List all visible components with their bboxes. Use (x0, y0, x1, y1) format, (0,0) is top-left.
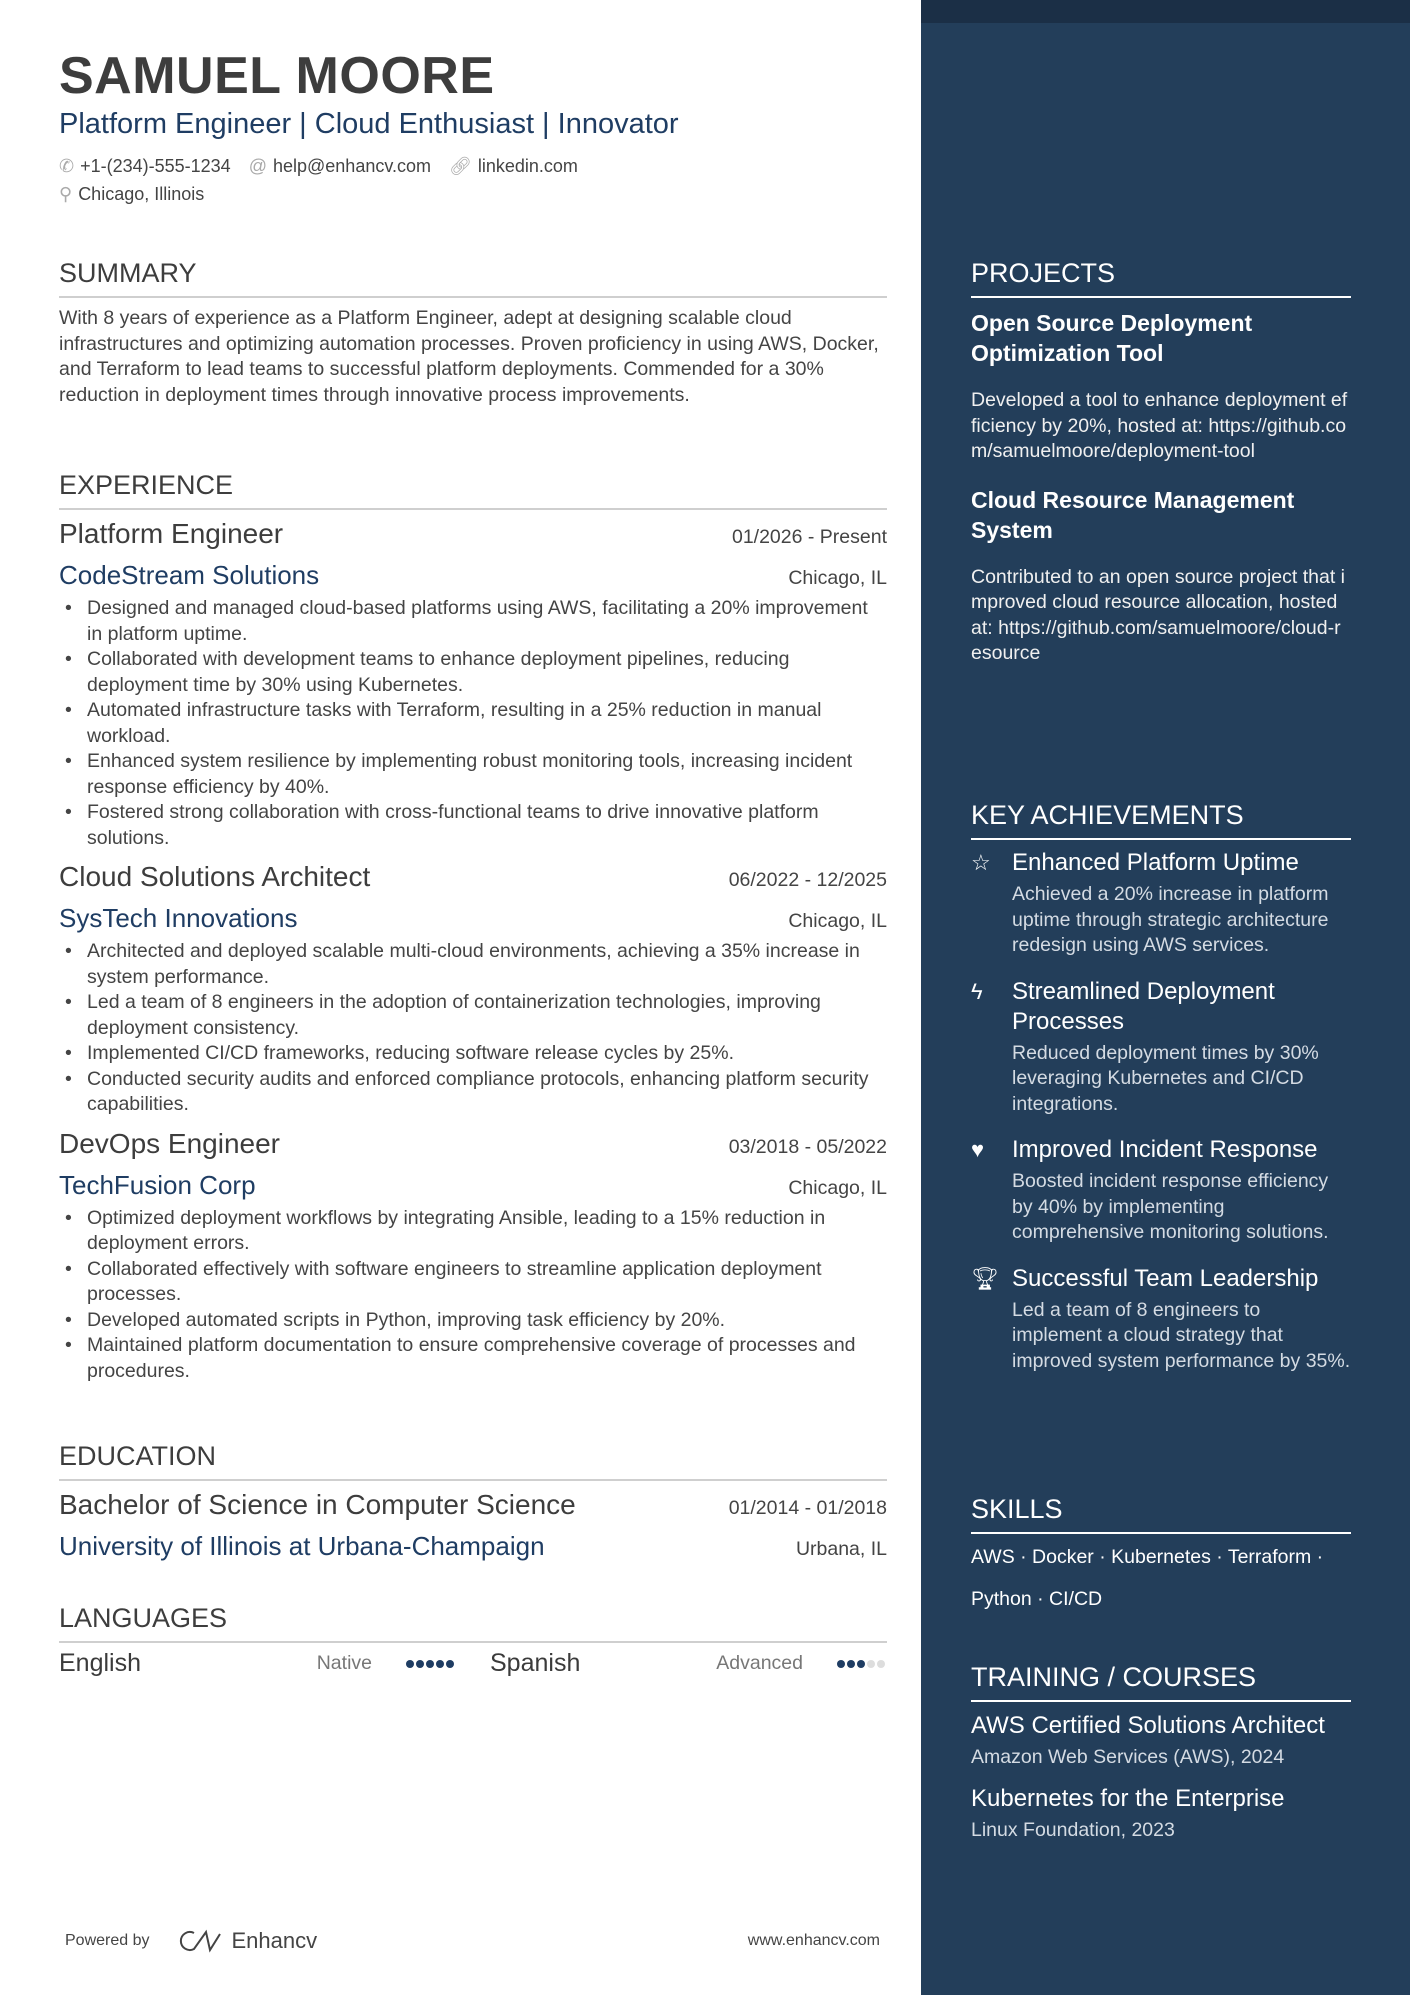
job-bullet: • Collaborated effectively with software engineers to streamline application deployment processes. (87, 1257, 887, 1308)
achievement-title: Enhanced Platform Uptime (1012, 849, 1299, 876)
job-entry (59, 857, 887, 1118)
project-item (971, 485, 1351, 667)
enhancv-logo-icon (176, 1928, 222, 1954)
skills-line: AWS · Docker · Kubernetes · Terraform · (971, 1546, 1324, 1568)
job-location: Chicago, IL (788, 910, 887, 932)
section-heading: PROJECTS (971, 256, 1351, 298)
job-location: Chicago, IL (788, 567, 887, 589)
rating-dot (847, 1660, 855, 1668)
project-title: Cloud Resource Management System (971, 486, 1295, 543)
language-name: English (59, 1649, 141, 1677)
footer (65, 1928, 880, 1954)
link-text[interactable]: linkedin.com (477, 156, 578, 176)
course-item (971, 1783, 1351, 1846)
company-name: TechFusion Corp (59, 1169, 256, 1200)
achievement-title: Successful Team Leadership (1012, 1264, 1319, 1292)
rating-dot (877, 1660, 885, 1668)
language-level: Native (316, 1652, 372, 1674)
sidebar-top-strip (921, 0, 1410, 23)
degree: Bachelor of Science in Computer Science (59, 1489, 576, 1520)
job-bullet: • Designed and managed cloud-based platforms using AWS, facilitating a 20% improvement in platform uptime. (87, 596, 887, 647)
rating-dot (867, 1660, 875, 1668)
email-text[interactable]: help@enhancv.com (272, 156, 432, 176)
achievement-item (971, 1264, 1351, 1375)
footer-url[interactable]: www.enhancv.com (747, 1932, 880, 1949)
achievement-description: Boosted incident response efficiency by 40% by implementing comprehensive monitoring solutions. (1012, 1170, 1329, 1243)
experience-section (59, 468, 887, 1384)
heart-icon: ♥ (971, 1137, 985, 1162)
rating-dot (416, 1660, 424, 1668)
language-rating (406, 1655, 456, 1673)
language-rating (837, 1655, 887, 1673)
projects-section (971, 256, 1351, 667)
star-icon: ☆ (971, 850, 991, 875)
skills-list (971, 1536, 1351, 1620)
project-item (971, 308, 1351, 465)
achievement-description: Led a team of 8 engineers to implement a cloud strategy that improved system performance by 35%. (1012, 1298, 1351, 1372)
job-bullet: • Architected and deployed scalable multi-cloud environments, achieving a 35% increase in system performance. (87, 939, 887, 990)
job-bullet: • Maintained platform documentation to ensure comprehensive coverage of processes and procedures. (87, 1333, 887, 1384)
rating-dot (426, 1660, 434, 1668)
rating-dot (857, 1660, 865, 1668)
skills-section (971, 1492, 1351, 1620)
course-item (971, 1710, 1351, 1773)
company-name: CodeStream Solutions (59, 560, 320, 590)
course-provider: Linux Foundation, 2023 (971, 1819, 1175, 1841)
achievement-item (971, 977, 1351, 1118)
at-icon: @ (248, 156, 267, 176)
candidate-title: Platform Engineer | Cloud Enthusiast | Innovator (59, 108, 679, 140)
job-bullet: • Fostered strong collaboration with cross-functional teams to drive innovative platform solutions. (87, 800, 887, 851)
summary-text: With 8 years of experience as a Platform Engineer, adept at designing scalable cloud infrastructures and optimizing automation processes. Proven proficiency in using AWS, Docker, and Terraform to lead teams to successful platform deployments. Commended for a 30% reduction in deployment times through innovative process improvements. (59, 307, 879, 406)
section-heading: TRAINING / COURSES (971, 1660, 1351, 1702)
candidate-name: SAMUEL MOORE (59, 47, 495, 105)
project-title: Open Source Deployment Optimization Tool (971, 310, 1253, 366)
section-heading: EXPERIENCE (59, 468, 887, 510)
job-bullet: • Led a team of 8 engineers in the adoption of containerization technologies, improving deployment consistency. (87, 990, 887, 1041)
section-heading: SKILLS (971, 1492, 1351, 1534)
job-bullet: • Developed automated scripts in Python, improving task efficiency by 20%. (87, 1308, 887, 1334)
summary-section (59, 256, 887, 408)
project-description: Developed a tool to enhance deployment efficiency by 20%, hosted at: https://github.com/samuelmoore/deployment-tool (971, 389, 1348, 462)
skills-line: Python · CI/CD (971, 1588, 1103, 1610)
rating-dot (406, 1660, 414, 1668)
rating-dot (436, 1660, 444, 1668)
job-bullet: • Automated infrastructure tasks with Terraform, resulting in a 25% reduction in manual workload. (87, 698, 887, 749)
phone-icon: ✆ (59, 156, 75, 176)
job-bullet: • Implemented CI/CD frameworks, reducing software release cycles by 25%. (87, 1041, 887, 1067)
section-heading: KEY ACHIEVEMENTS (971, 798, 1351, 840)
location-text: Chicago, Illinois (78, 184, 205, 204)
location-pin-icon: ⚲ (59, 184, 73, 204)
job-title: DevOps Engineer (59, 1127, 281, 1159)
education-section (59, 1439, 887, 1567)
job-entry (59, 514, 887, 851)
job-dates: 06/2022 - 12/2025 (728, 869, 887, 891)
course-title: Kubernetes for the Enterprise (971, 1785, 1285, 1812)
powered-by: Powered by (65, 1932, 150, 1949)
email[interactable] (249, 152, 431, 180)
enhancv-logo (176, 1928, 318, 1954)
project-description: Contributed to an open source project that improved cloud resource allocation, hosted at: https://github.com/samuelmoore/cloud-resource (971, 565, 1345, 664)
section-heading: SUMMARY (59, 256, 887, 298)
enhancv-brand: Enhancv (231, 1928, 318, 1953)
job-location: Chicago, IL (788, 1176, 887, 1199)
rating-dot (446, 1660, 454, 1668)
achievements-section (971, 798, 1351, 1374)
company-name: SysTech Innovations (59, 903, 298, 933)
school: University of Illinois at Urbana-Champaign (59, 1531, 545, 1561)
training-section (971, 1660, 1351, 1846)
language-level: Advanced (716, 1652, 803, 1674)
achievement-description: Reduced deployment times by 30% leveraging Kubernetes and CI/CD integrations. (1012, 1041, 1319, 1115)
section-heading: EDUCATION (59, 1439, 887, 1481)
language-name: Spanish (490, 1649, 581, 1677)
header (59, 46, 887, 208)
job-bullet: • Enhanced system resilience by implementing robust monitoring tools, increasing incident response efficiency by 40%. (87, 749, 887, 800)
job-bullet: • Conducted security audits and enforced compliance protocols, enhancing platform security capabilities. (87, 1067, 887, 1118)
rating-dot (837, 1660, 845, 1668)
phone-text: +1-(234)-555-1234 (80, 156, 231, 176)
languages-section (59, 1601, 887, 1678)
job-dates: 03/2018 - 05/2022 (728, 1135, 887, 1158)
section-heading: LANGUAGES (59, 1601, 887, 1643)
education-dates: 01/2014 - 01/2018 (728, 1497, 887, 1519)
job-title: Platform Engineer (59, 518, 284, 549)
job-bullet: • Collaborated with development teams to enhance deployment pipelines, reducing deployment time by 30% using Kubernetes. (87, 647, 887, 698)
language-item (490, 1649, 887, 1678)
link[interactable] (449, 152, 578, 180)
link-icon: 🔗︎ (449, 156, 472, 176)
achievement-title: Streamlined Deployment Processes (1012, 977, 1275, 1035)
education-location: Urbana, IL (795, 1538, 887, 1560)
phone (59, 152, 231, 180)
language-item (59, 1649, 456, 1678)
achievement-item (971, 848, 1351, 959)
job-title: Cloud Solutions Architect (59, 861, 371, 892)
job-dates: 01/2026 - Present (731, 526, 887, 548)
location (59, 180, 204, 208)
achievement-item (971, 1135, 1351, 1246)
job-bullet: • Optimized deployment workflows by integrating Ansible, leading to a 15% reduction in deployment errors. (87, 1206, 887, 1257)
achievement-description: Achieved a 20% increase in platform uptime through strategic architecture redesign using AWS services. (1012, 883, 1329, 956)
trophy-icon: 🏆︎ (971, 1265, 999, 1291)
bolt-icon: ϟ (971, 978, 983, 1004)
job-entry (59, 1124, 887, 1385)
course-title: AWS Certified Solutions Architect (971, 1712, 1325, 1739)
course-provider: Amazon Web Services (AWS), 2024 (971, 1746, 1285, 1768)
achievement-title: Improved Incident Response (1012, 1136, 1318, 1163)
